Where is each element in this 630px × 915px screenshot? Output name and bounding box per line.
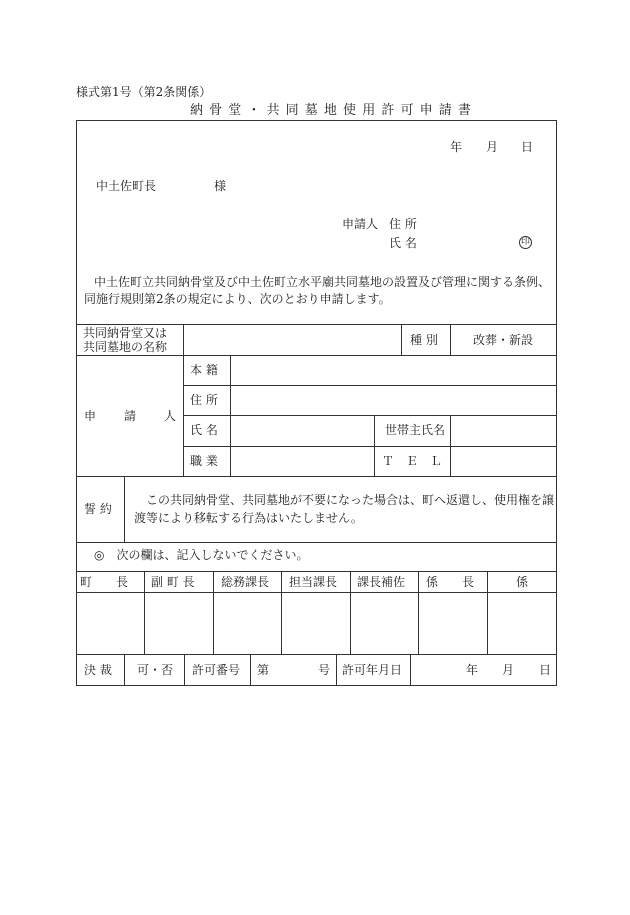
permit-date-day: 日 [539,663,552,677]
approver-section-chief: 担当課長 [289,575,338,589]
date-year-label: 年 [450,140,463,154]
divider [76,355,557,356]
divider [374,415,375,476]
divider [76,542,557,543]
divider [76,571,557,572]
seal-mark: 印 [520,237,530,247]
divider [183,446,557,447]
divider [183,415,557,416]
applicant-section-label: 申 請 人 [84,409,185,423]
facility-name-label-2: 共同墓地の名称 [83,340,168,354]
domicile-label: 本 籍 [190,363,218,377]
applicant-name-label: 氏 名 [389,236,417,250]
date-day-label: 日 [521,140,534,154]
office-note: ◎ 次の欄は、記入しないでください。 [94,548,309,562]
divider [76,654,557,655]
divider [350,571,351,654]
permit-number-prefix: 第 [257,663,270,677]
pledge-line-2: 渡等により移転する行為はいたしません。 [134,511,363,525]
permit-number-suffix: 号 [318,663,331,677]
householder-label: 世帯主氏名 [385,423,446,437]
divider [487,571,488,654]
approver-general-affairs-chief: 総務課長 [221,575,270,589]
divider [213,571,214,654]
applicant-address-label: 住 所 [389,217,417,231]
applicant-heading: 申請人 [342,217,379,231]
divider [401,324,402,355]
form-number: 様式第1号（第2条関係） [76,85,212,99]
honorific: 様 [214,179,227,193]
divider [76,324,557,325]
permit-number-label: 許可番号 [192,663,241,677]
decision-value: 可・否 [137,663,174,677]
permit-date-label: 許可年月日 [342,663,403,677]
form-title: 納 骨 堂 ・ 共 同 墓 地 使 用 許 可 申 請 書 [190,103,472,118]
form-frame [76,120,557,686]
statement-line-1: 中土佐町立共同納骨堂及び中土佐町立水平廟共同墓地の設置及び管理に関する条例、 [94,275,551,289]
divider [418,571,419,654]
divider [76,592,557,593]
divider [183,324,184,355]
occupation-label: 職 業 [190,454,218,468]
pledge-label: 誓 約 [84,502,112,516]
divider [281,571,282,654]
type-value: 改葬・新設 [473,333,534,347]
permit-date-year: 年 [466,663,479,677]
addressee: 中土佐町長 [96,179,157,193]
type-label: 種 別 [410,333,438,347]
facility-name-label-1: 共同納骨堂又は [83,326,168,340]
pledge-line-1: この共同納骨堂、共同墓地が不要になった場合は、町へ返還し、使用権を譲 [146,493,555,507]
name-label: 氏 名 [190,423,218,437]
approver-mayor: 町 長 [80,575,129,589]
divider [184,654,185,686]
divider [76,476,557,477]
divider [124,476,125,542]
divider [336,654,337,686]
divider [450,324,451,355]
divider [250,654,251,686]
approver-unit-chief: 係 長 [426,575,475,589]
date-month-label: 月 [486,140,499,154]
divider [144,571,145,654]
decision-label: 決 裁 [84,663,112,677]
divider [183,385,557,386]
permit-date-month: 月 [502,663,515,677]
approver-staff: 係 [516,575,529,589]
approver-assistant-chief: 課長補佐 [357,575,406,589]
approver-deputy-mayor: 副 町 長 [151,575,195,589]
divider [410,654,411,686]
statement-line-2: 同施行規則第2条の規定により、次のとおり申請します。 [84,292,391,306]
address-label: 住 所 [190,393,218,407]
divider [450,415,451,476]
divider [124,654,125,686]
tel-label: Ｔ Ｅ Ｌ [382,454,443,468]
